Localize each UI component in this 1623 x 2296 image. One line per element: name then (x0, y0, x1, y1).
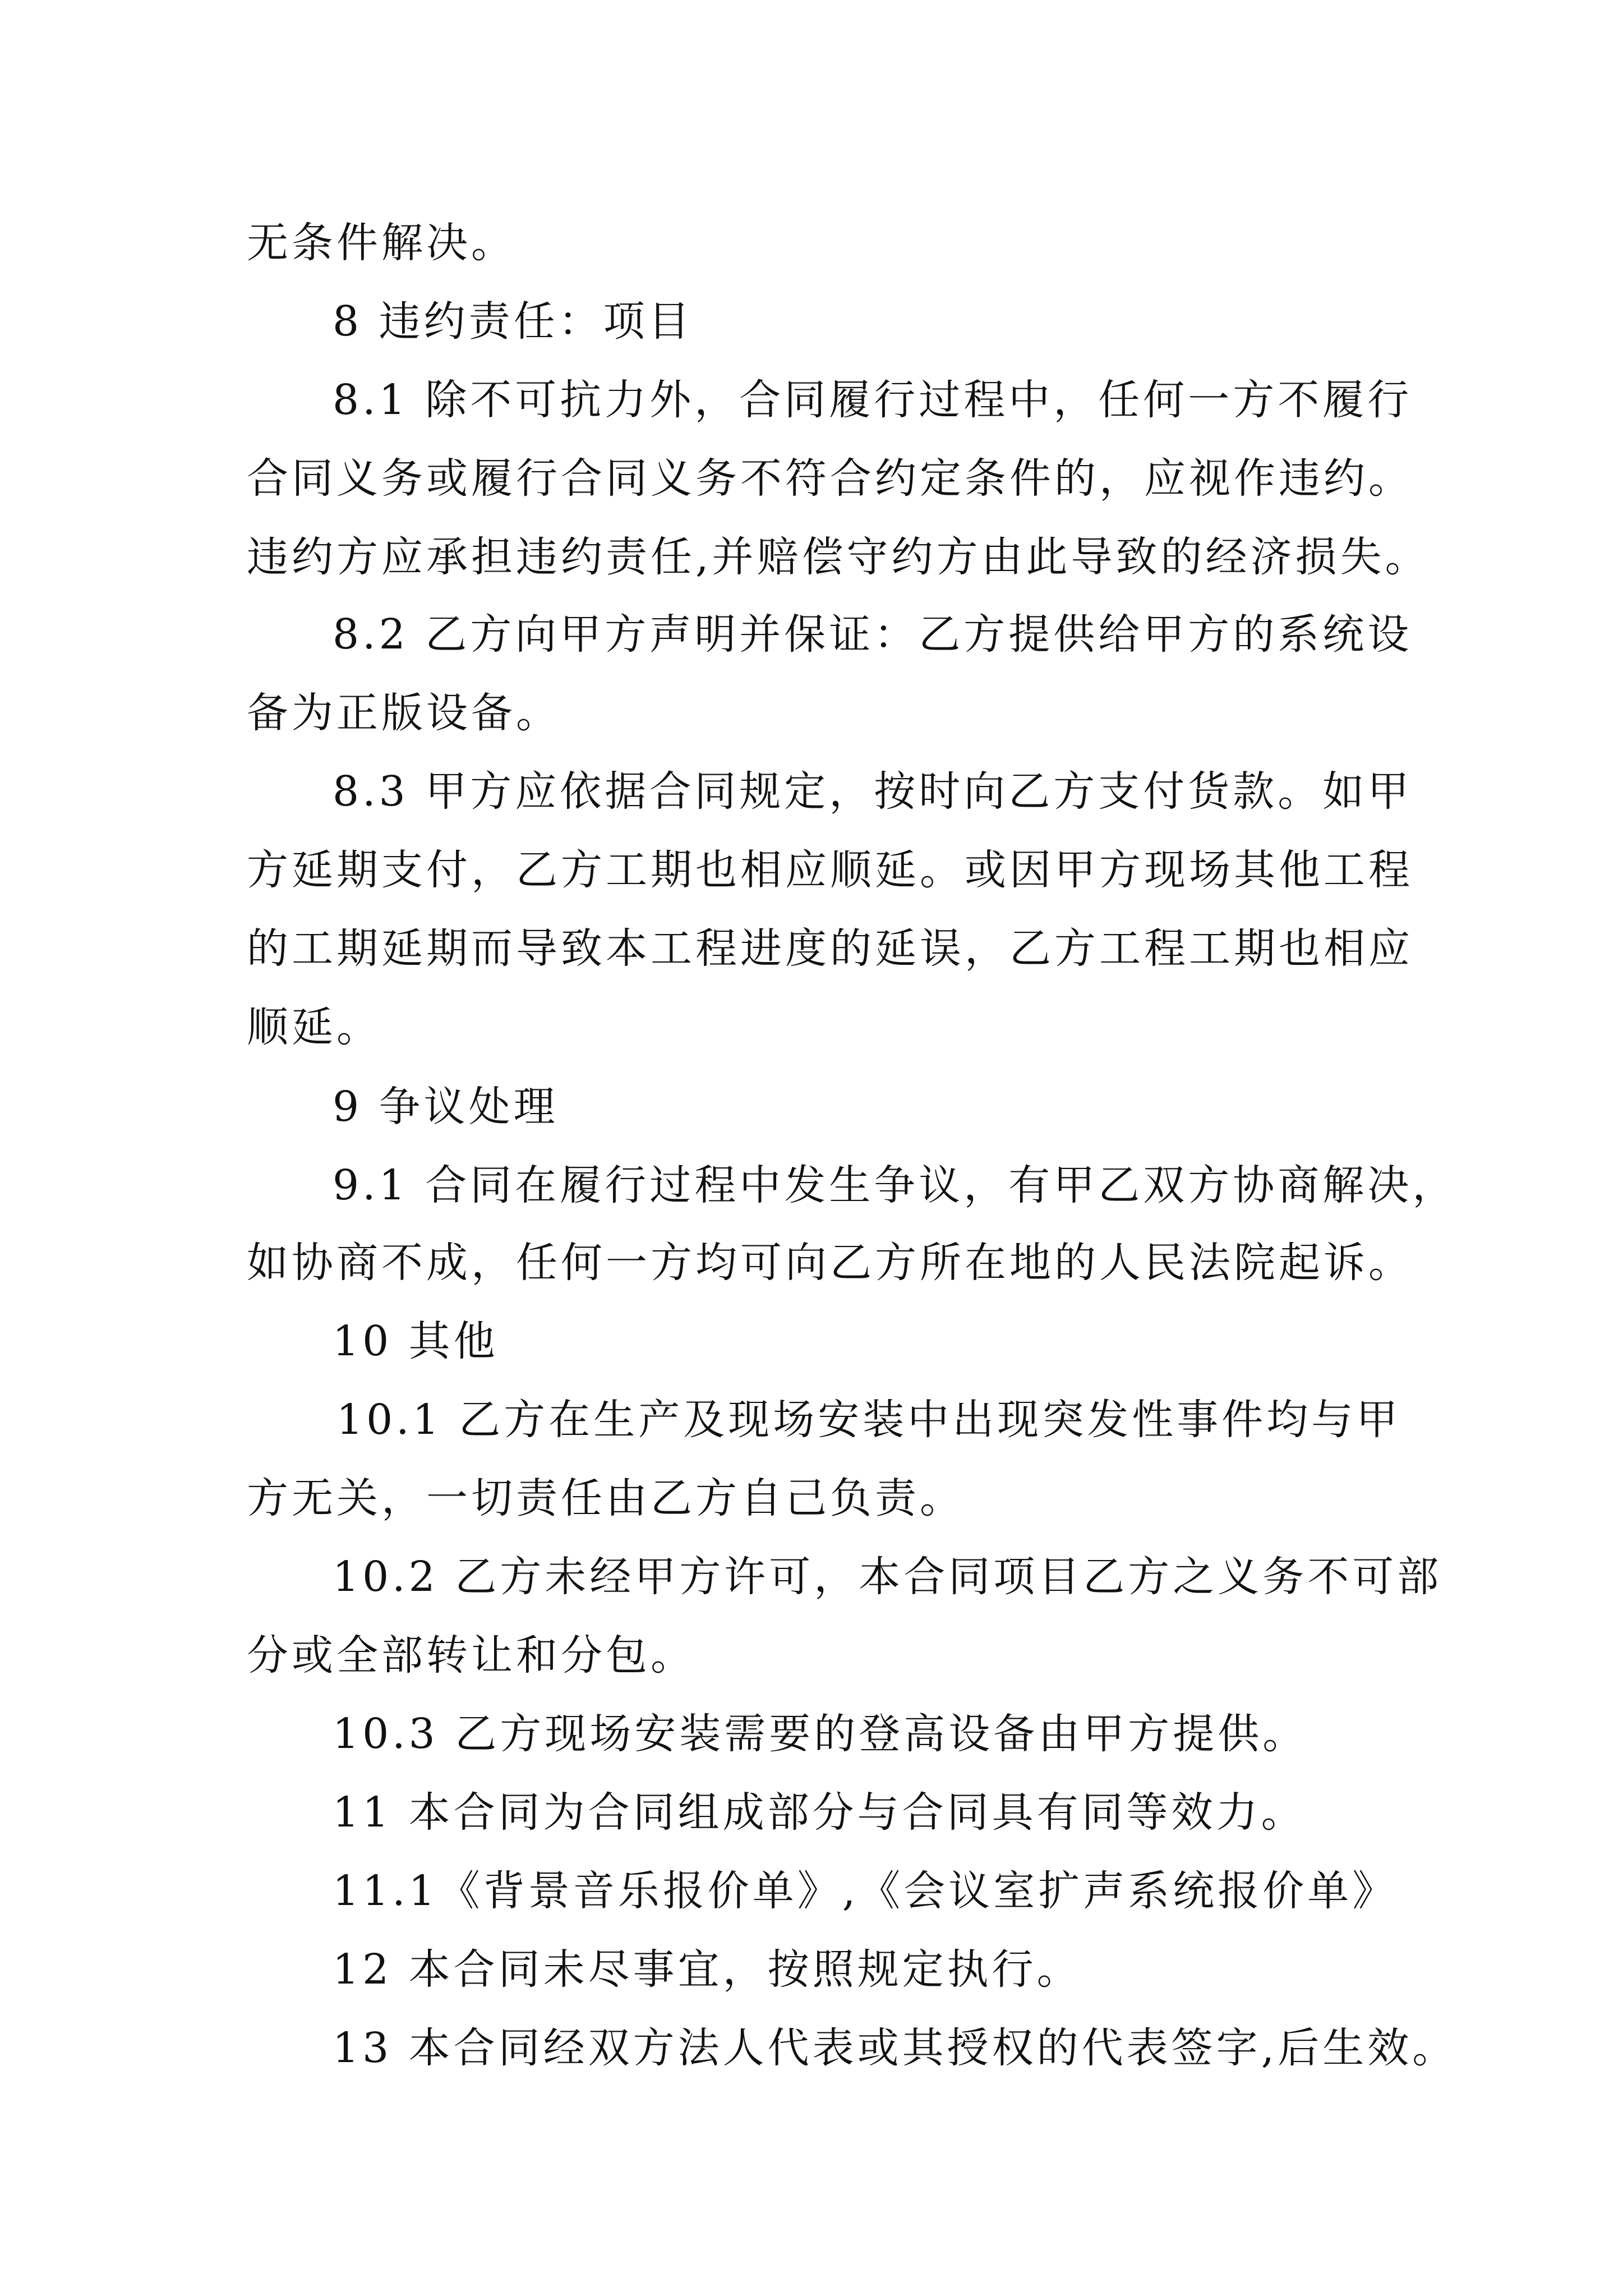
text-line: 方延期支付，乙方工期也相应顺延。或因甲方现场其他工程 (247, 846, 1413, 894)
text-line: 无条件解决。 (247, 219, 516, 267)
section-heading-13: 13 本合同经双方法人代表或其授权的代表签字,后生效。 (333, 2024, 1458, 2072)
section-heading-10: 10 其他 (333, 1317, 499, 1365)
clause-10-1: 10.1 乙方在生产及现场安装中出现突发性事件均与甲 (336, 1396, 1401, 1444)
text-line: 备为正版设备。 (247, 689, 561, 737)
clause-8-2: 8.2 乙方向甲方声明并保证：乙方提供给甲方的系统设 (333, 610, 1413, 659)
text-line: 方无关，一切责任由乙方自己负责。 (247, 1474, 965, 1522)
section-heading-8: 8 违约责任：项目 (333, 297, 693, 346)
text-line: 的工期延期而导致本工程进度的延误，乙方工程工期也相应 (247, 924, 1413, 973)
clause-10-3: 10.3 乙方现场安装需要的登高设备由甲方提供。 (333, 1710, 1308, 1758)
clause-10-2: 10.2 乙方未经甲方许可，本合同项目乙方之义务不可部 (333, 1553, 1442, 1601)
text-line: 合同义务或履行合同义务不符合约定条件的，应视作违约。 (247, 454, 1413, 503)
text-line: 违约方应承担违约责任,并赔偿守约方由此导致的经济损失。 (247, 533, 1430, 581)
clause-8-1: 8.1 除不可抗力外，合同履行过程中，任何一方不履行 (333, 376, 1413, 424)
text-line: 分或全部转让和分包。 (247, 1631, 695, 1680)
clause-9-1: 9.1 合同在履行过程中发生争议，有甲乙双方协商解决， (333, 1161, 1458, 1209)
section-heading-11: 11 本合同为合同组成部分与合同具有同等效力。 (333, 1788, 1306, 1837)
clause-11-1: 11.1《背景音乐报价单》,《会议室扩声系统报价单》 (333, 1867, 1398, 1915)
text-line: 如协商不成，任何一方均可向乙方所在地的人民法院起诉。 (247, 1239, 1413, 1287)
clause-8-3: 8.3 甲方应依据合同规定，按时向乙方支付货款。如甲 (333, 767, 1413, 816)
text-line: 顺延。 (247, 1003, 381, 1051)
section-heading-9: 9 争议处理 (333, 1083, 559, 1131)
section-heading-12: 12 本合同未尽事宜，按照规定执行。 (333, 1945, 1082, 1994)
